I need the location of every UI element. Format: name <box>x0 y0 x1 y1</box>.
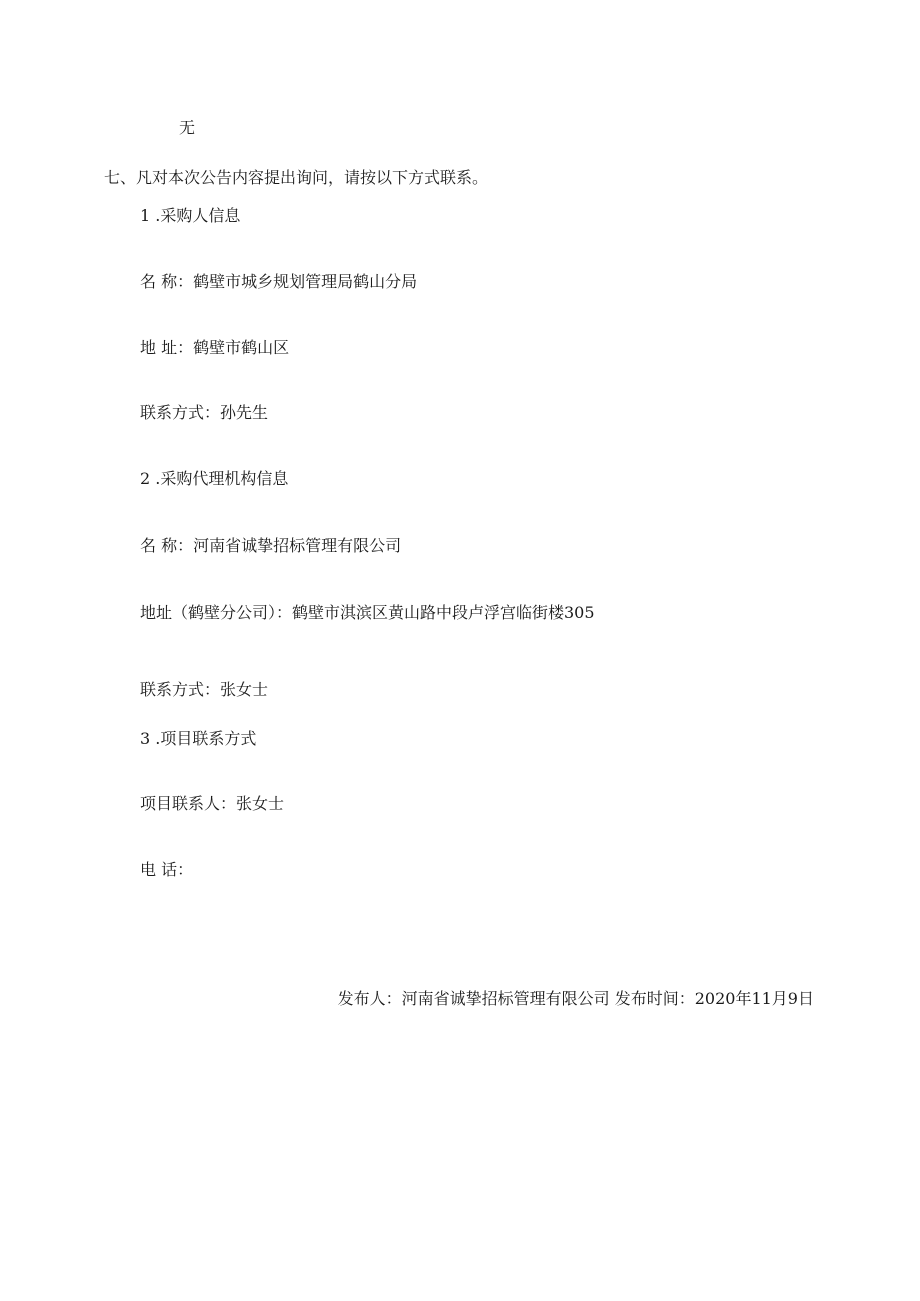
agency-name: 名 称：河南省诚挚招标管理有限公司 <box>140 536 402 555</box>
agency-heading: 2 .采购代理机构信息 <box>140 469 289 488</box>
section-7-heading: 七、凡对本次公告内容提出询问，请按以下方式联系。 <box>104 168 489 187</box>
project-phone: 电 话： <box>140 860 194 879</box>
purchaser-name: 名 称：鹤壁市城乡规划管理局鹤山分局 <box>140 272 418 291</box>
purchaser-contact: 联系方式：孙先生 <box>140 403 269 422</box>
agency-contact: 联系方式：张女士 <box>140 680 269 699</box>
publisher-footer: 发布人：河南省诚挚招标管理有限公司 发布时间：2020年11月9日 <box>337 989 814 1008</box>
project-heading: 3 .项目联系方式 <box>140 729 257 748</box>
none-text: 无 <box>179 118 196 137</box>
purchaser-heading: 1 .采购人信息 <box>140 206 241 225</box>
purchaser-address: 地 址：鹤壁市鹤山区 <box>140 338 290 357</box>
project-contact-person: 项目联系人：张女士 <box>140 794 285 813</box>
agency-address: 地址（鹤壁分公司）：鹤壁市淇滨区黄山路中段卢浮宫临街楼305 <box>140 603 595 622</box>
